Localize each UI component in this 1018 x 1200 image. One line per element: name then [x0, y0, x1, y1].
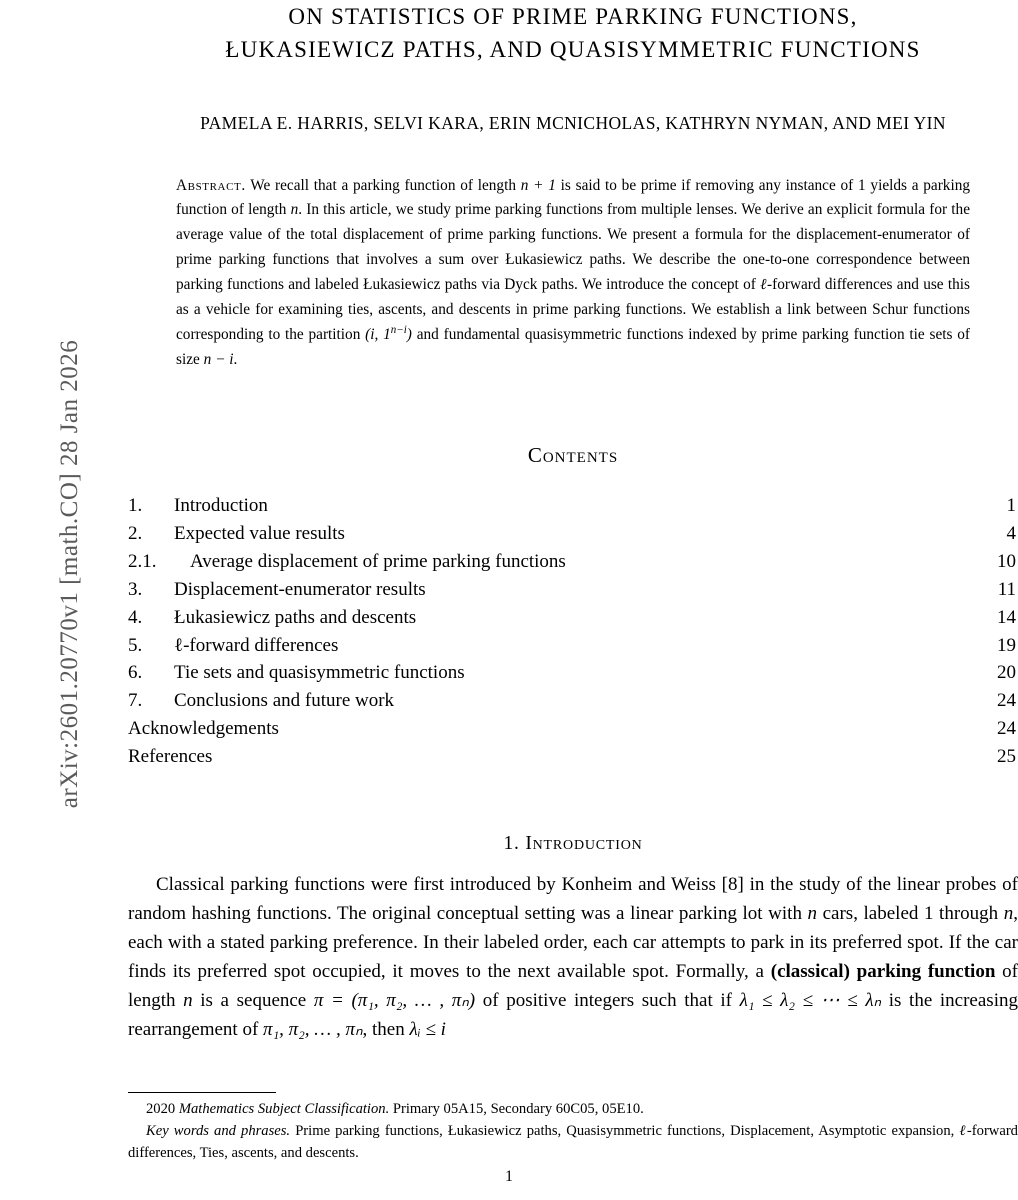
- intro-text-3: , each with a stated parking preference. In their labeled order, each car attempts to park in its preferred spot. If the car finds its preferred spot occupied, it moves to the next available spot. Formally, a: [128, 903, 1018, 982]
- abstract-text-1: We recall that a parking function of length: [250, 176, 521, 194]
- table-of-contents: [128, 492, 1018, 771]
- toc-row[interactable]: [128, 604, 1016, 632]
- intro-text-5: is a sequence: [192, 989, 314, 1011]
- abstract-math-1: n + 1: [520, 176, 556, 194]
- page-title: [128, 0, 1018, 67]
- footnote-divider: [128, 1092, 276, 1093]
- toc-label[interactable]: References: [128, 746, 213, 768]
- toc-row[interactable]: [128, 632, 1016, 660]
- toc-row[interactable]: [128, 687, 1016, 715]
- toc-label[interactable]: Tie sets and quasisymmetric functions: [174, 662, 465, 684]
- page-number: 1: [505, 1168, 513, 1185]
- toc-label[interactable]: Acknowledgements: [128, 718, 279, 740]
- footnote-keywords: [128, 1120, 1018, 1164]
- keywords-italic-label: Key words and phrases.: [146, 1123, 291, 1140]
- msc-italic-label: Mathematics Subject Classification.: [178, 1101, 390, 1117]
- toc-page: 14: [997, 606, 1016, 628]
- toc-page: 19: [997, 634, 1016, 656]
- contents-heading: Contents: [527, 442, 619, 467]
- toc-page: 20: [997, 662, 1016, 684]
- intro-math-sequence: π = (π₁, π₂, … , πₙ): [313, 989, 476, 1011]
- toc-row[interactable]: [128, 576, 1016, 604]
- footnote-msc: [128, 1098, 1018, 1120]
- toc-row[interactable]: [128, 743, 1016, 771]
- intro-text-4: of length: [128, 960, 1018, 1011]
- toc-number: 2.: [128, 522, 143, 544]
- abstract-text-2: is said to be prime if removing any instance of 1 yields a parking function of length: [176, 176, 970, 219]
- intro-text-1: Classical parking functions were first introduced by Konheim and Weiss [8] in the study of the linear probes of random hashing functions. The original conceptual setting was a linear parking lot with: [128, 874, 1018, 924]
- abstract-text-4: -forward differences and use this as a vehicle for examining ties, ascents, and descents in prime parking functions. We establish a link between Schur functions corresponding to the partition: [176, 275, 970, 344]
- intro-text-6: of positive integers such that if: [475, 989, 740, 1011]
- author-list: PAMELA E. HARRIS, SELVI KARA, ERIN MCNICHOLAS, KATHRYN NYMAN, AND MEI YIN: [200, 112, 946, 133]
- intro-math-final: λᵢ ≤ i: [409, 1018, 446, 1040]
- intro-math-lambdas: λ₁ ≤ λ₂ ≤ ⋯ ≤ λₙ: [739, 989, 882, 1011]
- intro-text-8: , then: [362, 1018, 410, 1040]
- toc-number: 4.: [128, 606, 143, 628]
- abstract-block: [176, 174, 970, 373]
- toc-label[interactable]: Expected value results: [174, 522, 345, 544]
- toc-row[interactable]: [128, 715, 1016, 743]
- title-line-1: ON STATISTICS OF PRIME PARKING FUNCTIONS,: [288, 4, 858, 29]
- abstract-math-5: n − i: [203, 351, 234, 369]
- toc-number: 6.: [128, 662, 143, 684]
- toc-label[interactable]: ℓ-forward differences: [174, 634, 339, 656]
- toc-label[interactable]: Łukasiewicz paths and descents: [174, 606, 417, 628]
- toc-label[interactable]: Conclusions and future work: [174, 690, 395, 712]
- toc-page: 10: [997, 550, 1016, 572]
- intro-text-2: cars, labeled 1 through: [817, 903, 1004, 924]
- abstract-heading: Abstract.: [176, 176, 246, 194]
- abstract-math-4: (i, $1^{n-i}$): [365, 324, 412, 344]
- keywords-text-1: Prime parking functions, Łukasiewicz paths, Quasisymmetric functions, Displacement, Asymptotic expansion,: [295, 1123, 960, 1140]
- footnote-block: [128, 1098, 1018, 1165]
- toc-number: 2.1.: [128, 550, 157, 572]
- introduction-paragraph: [128, 871, 1018, 1044]
- abstract-text-6: .: [233, 351, 238, 369]
- toc-row[interactable]: [128, 520, 1016, 548]
- toc-label[interactable]: Average displacement of prime parking functions: [190, 550, 566, 572]
- toc-page: 11: [997, 578, 1016, 600]
- toc-page: 4: [1006, 522, 1016, 544]
- toc-row[interactable]: [128, 659, 1016, 687]
- toc-row[interactable]: [128, 492, 1016, 520]
- intro-text-7: is the increasing rearrangement of: [128, 989, 1018, 1040]
- abstract-text-3: . In this article, we study prime parking functions from multiple lenses. We derive an explicit formula for the average value of the total displacement of prime parking functions. We present a formula for the displacement-enumerator of prime parking functions that involves a sum over Łukasiewicz paths. We describe the one-to-one correspondence between parking functions and labeled Łukasiewicz paths via Dyck paths. We introduce the concept of: [176, 201, 970, 293]
- toc-label[interactable]: Displacement-enumerator results: [174, 578, 426, 600]
- intro-bold-classical-parking-function: (classical) parking function: [770, 960, 996, 982]
- toc-page: 25: [997, 746, 1016, 768]
- toc-page: 24: [997, 690, 1016, 712]
- title-line-2: ŁUKASIEWICZ PATHS, AND QUASISYMMETRIC FUNCTIONS: [225, 37, 921, 63]
- section-heading-introduction: 1. Introduction: [503, 833, 643, 855]
- abstract-text-5: and fundamental quasisymmetric functions indexed by prime parking function tie sets of size: [176, 326, 970, 369]
- msc-year: 2020: [146, 1101, 176, 1117]
- toc-page: 1: [1006, 494, 1016, 516]
- intro-math-n1: n: [807, 903, 818, 924]
- toc-label[interactable]: Introduction: [174, 494, 268, 516]
- toc-number: 3.: [128, 578, 143, 600]
- intro-math-n3: n: [183, 989, 193, 1011]
- arxiv-identifier-stamp: arXiv:2601.20770v1 [math.CO] 28 Jan 2026: [56, 339, 83, 809]
- toc-row[interactable]: [128, 548, 1016, 576]
- keywords-text-2: -forward differences, Ties, ascents, and descents.: [128, 1123, 1018, 1162]
- keywords-math: ℓ: [959, 1123, 967, 1140]
- toc-number: 5.: [128, 634, 143, 656]
- toc-page: 24: [997, 718, 1016, 740]
- toc-number: 1.: [128, 494, 143, 516]
- toc-number: 7.: [128, 690, 143, 712]
- abstract-math-3: ℓ: [760, 275, 768, 293]
- intro-math-n2: n: [1003, 903, 1014, 924]
- abstract-math-2: n: [290, 201, 299, 219]
- intro-math-pis: π₁, π₂, … , πₙ: [263, 1018, 363, 1040]
- msc-codes: Primary 05A15, Secondary 60C05, 05E10.: [392, 1101, 644, 1117]
- paper-content: [128, 0, 1018, 1044]
